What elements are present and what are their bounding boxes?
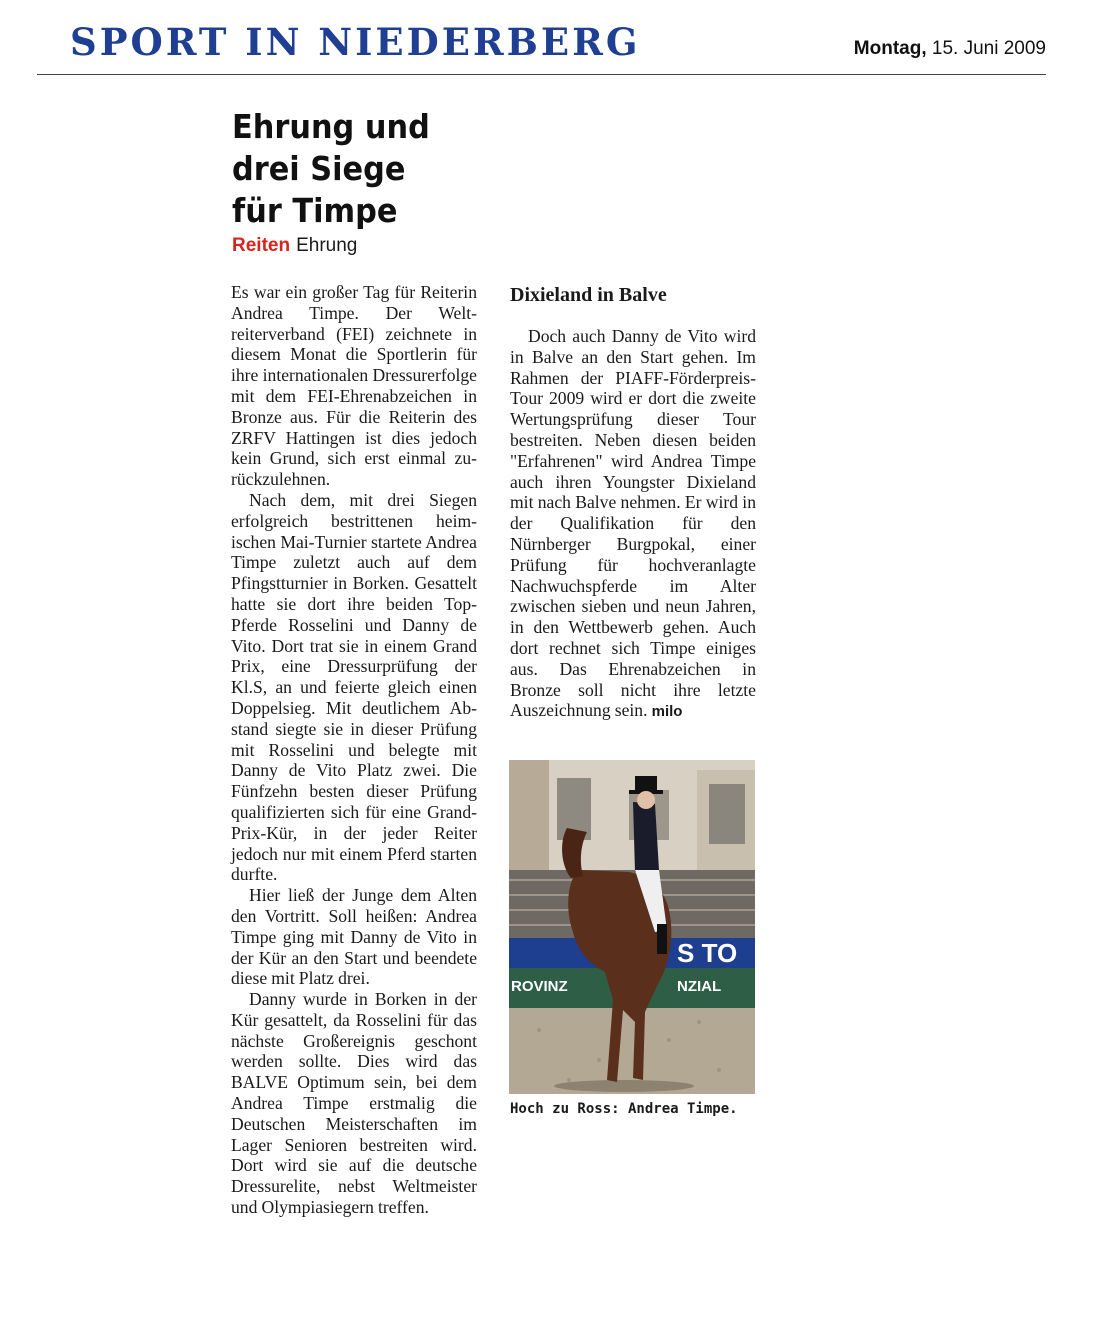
photo-banner-text: ROVINZ [511,978,568,995]
kicker [232,235,357,257]
masthead-title: SPORT IN NIEDERBERG [70,20,641,64]
issue-date-day: 15. Juni 2009 [926,38,1046,59]
headline-line: drei Siege [232,149,406,188]
paragraph: Es war ein großer Tag für Reiterin Andrea Timpe. Der Weltreiterverband (FEI) zeichnete in diesem Monat die Sportlerin für ihre internationalen Dressurerfolge mit dem FEI-Ehrenabzeichen in Bronze aus. Für die Reiterin des ZRFV Hattingen ist dies jedoch kein Grund, sich erst einmal zurückzulehnen. [231,282,477,490]
masthead-rule [37,74,1046,75]
paragraph: Nach dem, mit drei Siegen erfolgreich bestrittenen heimischen Mai-Turnier startete Andrea Timpe zuletzt auch auf dem Pfingstturnier in Borken. Gesattelt hatte sie dort ihre beiden Top-Pferde Rosselini und Danny de Vito. Dort trat sie in einem Grand Prix, eine Dressurprüfung der Kl.S, an und feierte gleich einen Doppelsieg. Mit deutlichem Abstand siegte sie in dieser Prüfung mit Rosselini und belegte mit Danny de Vito Platz zwei. Die Fünfzehn besten dieser Prüfung qualifizierten sich für eine Grand-Prix-Kür, in der jeder Reiter jedoch nur mit einem Pferd starten durfte. [231,489,477,885]
paragraph: Hier ließ der Junge dem Alten den Vortritt. Soll heißen: Andrea Timpe ging mit Danny de Vito in der Kür an den Start und beendete diese mit Platz drei. [231,885,477,989]
paragraph-text: Doch auch Danny de Vito wird in Balve an den Start gehen. Im Rahmen der PIAFF-Förderpreis-Tour 2009 wird er dort die zweite Wertungsprüfung dieser Tour bestreiten. Neben diesen beiden "Erfahrenen" wird Andrea Timpe auch ihren Youngster Dixieland mit nach Balve nehmen. Er wird in der Qualifikation für den Nürnberger Burgpokal, einer Prüfung für hochveranlagte Nachwuchspferde im Alter zwischen sieben und neun Jahren, in den Wettbewerb gehen. Auch dort rechnet sich Timpe einiges aus. Das Ehrenabzeichen in Bronze soll nicht ihre letzte Auszeichnung sein. [510,326,756,721]
kicker-category: Reiten [232,235,291,256]
dressage-photo-illustration [509,760,755,1094]
headline-line: für Timpe [232,191,398,230]
article-column-2 [510,326,756,723]
issue-date [854,38,1046,60]
photo-banner-text: S TO [677,938,738,968]
subheading: Dixieland in Balve [510,284,667,306]
paragraph: Danny wurde in Borken in der Kür gesattelt, da Rosselini für das nächste Großereignis geschont werden sollte. Dies wird das BALVE Optimum sein, bei dem Andrea Timpe erstmalig die Deutschen Meisterschaften im Lager Senioren bestreiten wird. Dort wird sie auf die deutsche Dressurelite, nebst Weltmeister und Olympiasiegern treffen. [231,989,477,1218]
headline-line: Ehrung und [232,107,430,146]
headline [232,106,508,232]
article-photo [509,760,755,1094]
kicker-topic: Ehrung [296,235,358,256]
paragraph [510,326,756,723]
article-column-1 [231,282,477,1218]
author-signature: milo [651,703,683,721]
photo-banner-text: NZIAL [677,978,722,995]
photo-caption: Hoch zu Ross: Andrea Timpe. [510,1101,738,1117]
issue-date-weekday: Montag, [853,38,927,59]
